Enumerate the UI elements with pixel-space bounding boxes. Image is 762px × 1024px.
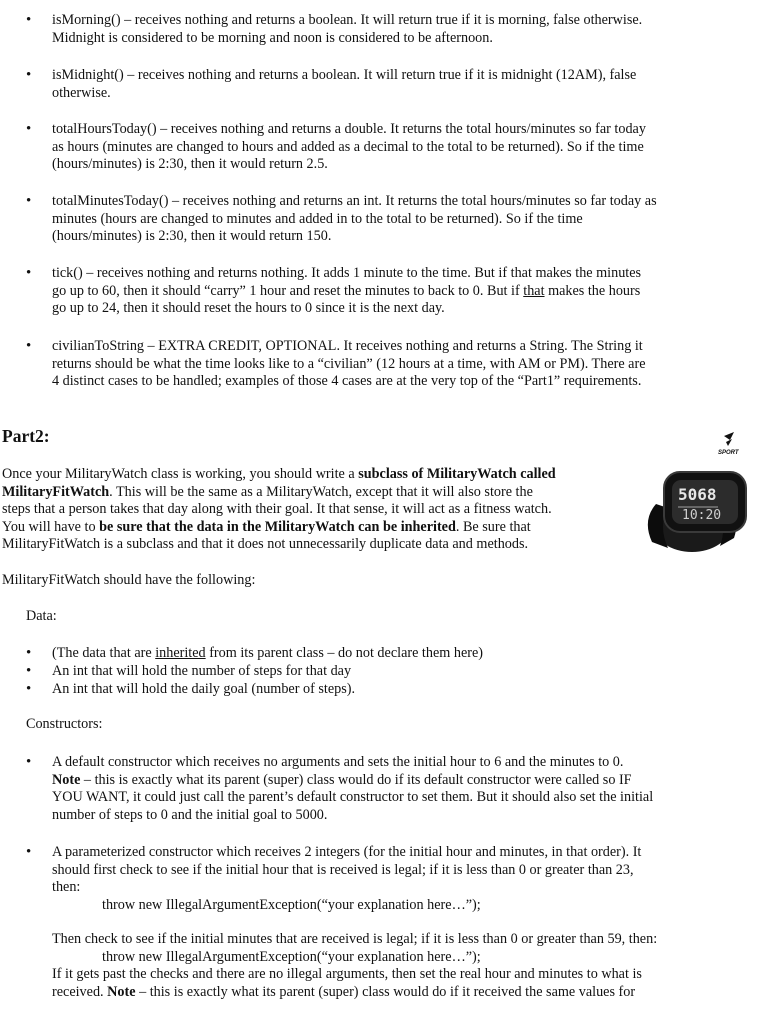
svg-text:5068: 5068 bbox=[678, 485, 717, 504]
sport-logo bbox=[718, 432, 740, 456]
throw-statement-minutes: throw new IllegalArgumentException(“your explanation here…”); bbox=[102, 948, 481, 965]
data-label: Data: bbox=[26, 608, 57, 624]
data-item-inherited: • (The data that are inherited from its parent class – do not declare them here) bbox=[52, 645, 732, 663]
constructors-label: Constructors: bbox=[26, 716, 103, 732]
fitness-watch-image bbox=[622, 430, 758, 570]
bullet-is-morning: • isMorning() – receives nothing and returns a boolean. It will return true if it is morning, false otherwise. Midnight is considered to be morning and noon is considered to be afternoon. bbox=[52, 12, 732, 47]
throw-statement-hour: throw new IllegalArgumentException(“your explanation here…”); bbox=[102, 896, 481, 913]
part2-heading: Part2: bbox=[2, 426, 50, 446]
bullet-is-midnight: • isMidnight() – receives nothing and returns a boolean. It will return true if it is midnight (12AM), false otherwise. bbox=[52, 67, 732, 102]
data-item-goal: • An int that will hold the daily goal (number of steps). bbox=[52, 681, 732, 699]
default-constructor-item: • A default constructor which receives no arguments and sets the initial hour to 6 and the minutes to 0. Note – this is exactly what its parent (super) class would do if its default constructor were called so IF YOU WANT, it could just call the parent’s default constructor to set them. But it should also set the initial number of steps to 0 and the initial goal to 5000. bbox=[52, 754, 732, 824]
bullet-total-hours-today: • totalHoursToday() – receives nothing and returns a double. It returns the total hours/minutes so far today as hours (minutes are changed to hours and added as a decimal to the total to be returned). So if the time (hours/minutes) is 2:30, then it would return 2.5. bbox=[52, 121, 732, 174]
parameterized-constructor-item: • A parameterized constructor which receives 2 integers (for the initial hour and minutes, in that order). It should first check to see if the initial hour that is received is legal; if it is less than 0 or greater than 23, then: throw new IllegalArgumentException(“your explanation here…”); Then check to see if the initial minutes that are received is legal; if it is less than 0 or greater than 59, then: throw new IllegalArgumentException(“your explanation here…”); If it gets past the checks and there are no illegal arguments, then set the real hour and minutes to what is received. Note – this is exactly what its parent (super) class would do if it received the same values for bbox=[52, 844, 732, 1001]
bullet-civilian-to-string: • civilianToString – EXTRA CREDIT, OPTIONAL. It receives nothing and returns a String. The String it returns should be what the time looks like to a “civilian” (12 hours at a time, with AM or PM). There are 4 distinct cases to be handled; examples of those 4 cases are at the very top of the “Part1” requirements. bbox=[52, 338, 732, 391]
bullet-total-minutes-today: • totalMinutesToday() – receives nothing and returns an int. It returns the total hours/minutes so far today as minutes (hours are changed to minutes and added in to the total to be returned). So if the time (hours/minutes) is 2:30, then it would return 150. bbox=[52, 193, 732, 246]
part2-intro-paragraph: Once your MilitaryWatch class is working, you should write a subclass of MilitaryWatch called MilitaryFitWatch. This will be the same as a MilitaryWatch, except that it will also store the steps that a person takes that day along with their goal. It that sense, it will act as a fitness watch. You will have to be sure that the data in the MilitaryWatch can be inherited. Be sure that MilitaryFitWatch is a subclass and that it does not unnecessarily duplicate data and methods. bbox=[2, 466, 556, 552]
data-item-steps: • An int that will hold the number of steps for that day bbox=[52, 663, 732, 681]
should-have-line: MilitaryFitWatch should have the following: bbox=[2, 572, 256, 588]
svg-text:10:20: 10:20 bbox=[682, 508, 722, 523]
bullet-tick: • tick() – receives nothing and returns nothing. It adds 1 minute to the time. But if that makes the minutes go up to 60, then it should “carry” 1 hour and reset the minutes to back to 0. But if that makes the hours go up to 24, then it should reset the hours to 0 since it is the next day. bbox=[52, 265, 732, 318]
svg-text:SPORT: SPORT bbox=[718, 450, 739, 456]
